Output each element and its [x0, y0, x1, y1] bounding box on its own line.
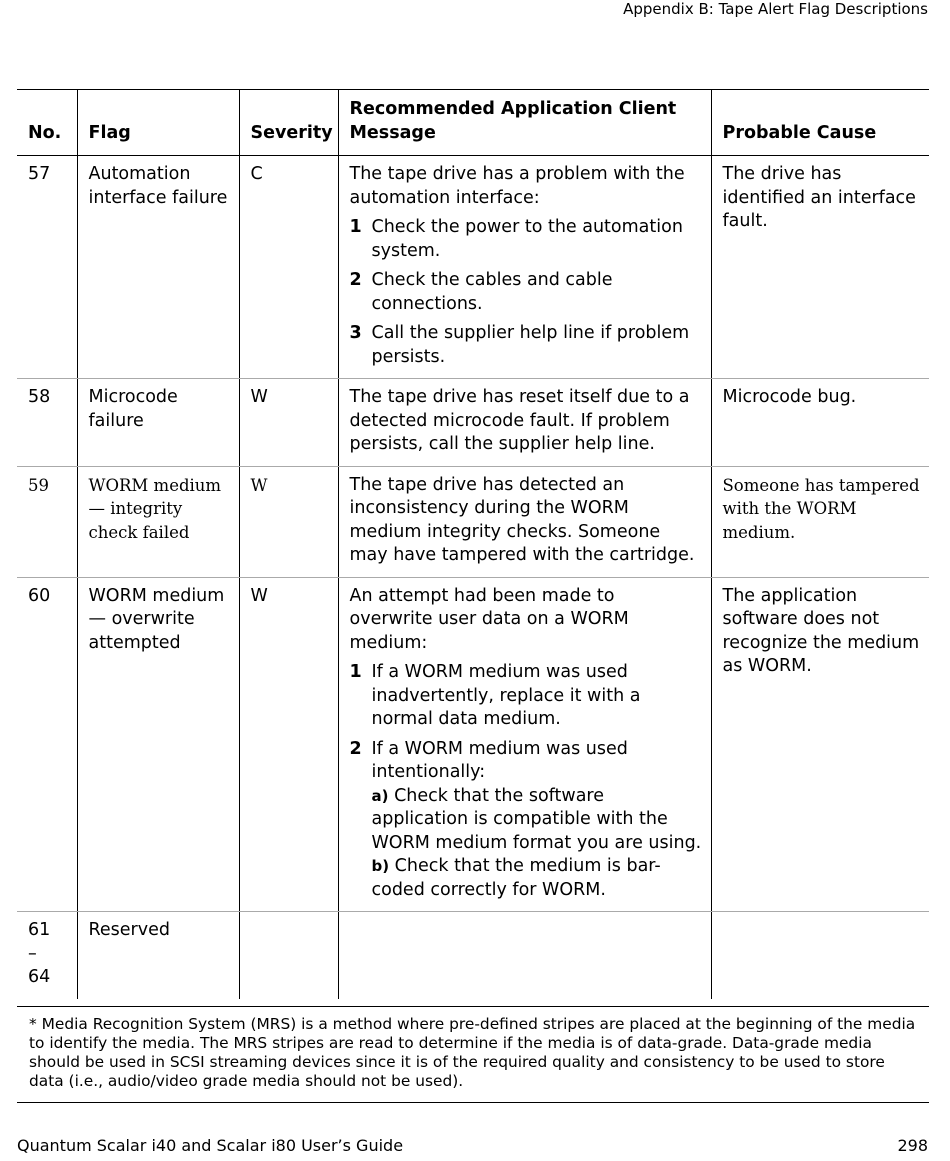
row-flag: Reserved	[77, 912, 239, 999]
step-text: Check the power to the automation system.	[371, 217, 683, 261]
step-text: If a WORM medium was used intentionally:	[371, 738, 628, 782]
footnote: * Media Recognition System (MRS) is a method where pre-defined stripes are placed at the beginning of the media to identify the media. The MRS stripes are read to determine if the media is of data-grade. Data-grade media should be used in SCSI streaming devices since it is of the required quality and consistency to be used to store data (i.e., audio/video grade media should not be used).	[29, 1015, 916, 1090]
row-cause: Microcode bug.	[711, 379, 929, 467]
message-intro: The tape drive has detected an inconsistency during the WORM medium integrity checks. Someone may have tampered with the cartridge.	[349, 474, 695, 565]
row-flag: WORM medium — overwrite attempted	[77, 577, 239, 912]
row-cause	[711, 912, 929, 999]
row-cause: Someone has tampered with the WORM medium.	[711, 466, 929, 577]
step-number: 3	[349, 323, 362, 343]
running-head: Appendix B: Tape Alert Flag Descriptions	[623, 0, 928, 18]
row-number-dash: –	[28, 943, 37, 964]
row-severity: W	[239, 577, 338, 912]
row-cause: The drive has identified an interface fault.	[711, 156, 929, 379]
step-item	[350, 738, 703, 903]
row-number-end: 64	[28, 967, 51, 987]
sub-step	[372, 785, 703, 856]
header-cause: Probable Cause	[711, 90, 929, 156]
step-item	[350, 661, 703, 732]
footnote-box	[17, 1006, 929, 1103]
step-item	[350, 216, 703, 263]
row-flag: WORM medium — integrity check failed	[77, 466, 239, 577]
step-item	[350, 322, 703, 369]
table-header-row	[17, 90, 929, 156]
tape-alert-table	[17, 89, 929, 999]
sub-step	[372, 855, 703, 902]
table-row	[17, 577, 929, 912]
sub-step-text: Check that the medium is bar-coded correctly for WORM.	[371, 856, 661, 900]
row-flag: Microcode failure	[77, 379, 239, 467]
row-severity: W	[239, 466, 338, 577]
footer-title: Quantum Scalar i40 and Scalar i80 User’s Guide	[17, 1136, 404, 1155]
page-number: 298	[897, 1136, 928, 1155]
row-message	[338, 156, 711, 379]
message-intro: The tape drive has a problem with the automation interface:	[349, 164, 685, 208]
header-message: Recommended Application Client Message	[338, 90, 711, 156]
step-list	[350, 216, 703, 369]
sub-step-letter: b)	[371, 857, 390, 875]
step-text: Check the cables and cable connections.	[371, 270, 613, 314]
step-number: 2	[349, 270, 362, 290]
table-row	[17, 156, 929, 379]
step-number: 1	[349, 217, 362, 237]
row-severity	[239, 912, 338, 999]
message-intro: An attempt had been made to overwrite user data on a WORM medium:	[349, 585, 629, 653]
message-intro: The tape drive has reset itself due to a detected microcode fault. If problem persists, call the supplier help line.	[349, 387, 690, 454]
row-cause: The application software does not recognize the medium as WORM.	[711, 577, 929, 912]
row-severity: C	[239, 156, 338, 379]
row-message	[338, 577, 711, 912]
table-row	[17, 379, 929, 467]
step-text: If a WORM medium was used inadvertently, replace it with a normal data medium.	[371, 662, 641, 729]
row-number: 59	[17, 466, 77, 577]
header-no: No.	[17, 90, 77, 156]
step-item	[350, 269, 703, 316]
row-number: 57	[17, 156, 77, 379]
row-number-start: 61	[28, 920, 51, 940]
step-list	[350, 661, 703, 902]
row-message	[338, 466, 711, 577]
sub-step-letter: a)	[371, 786, 389, 805]
header-severity: Severity	[239, 90, 338, 156]
row-number	[17, 912, 77, 999]
table-row	[17, 912, 929, 999]
row-severity: W	[239, 379, 338, 467]
row-message	[338, 912, 711, 999]
row-message	[338, 379, 711, 467]
step-number: 1	[349, 662, 362, 682]
step-number: 2	[349, 738, 362, 759]
header-flag: Flag	[77, 90, 239, 156]
step-text: Call the supplier help line if problem persists.	[371, 323, 690, 367]
row-number: 60	[17, 577, 77, 912]
table-row	[17, 466, 929, 577]
row-number: 58	[17, 379, 77, 467]
sub-step-text: Check that the software application is compatible with the WORM medium format you are using.	[371, 785, 702, 853]
row-flag: Automation interface failure	[77, 156, 239, 379]
